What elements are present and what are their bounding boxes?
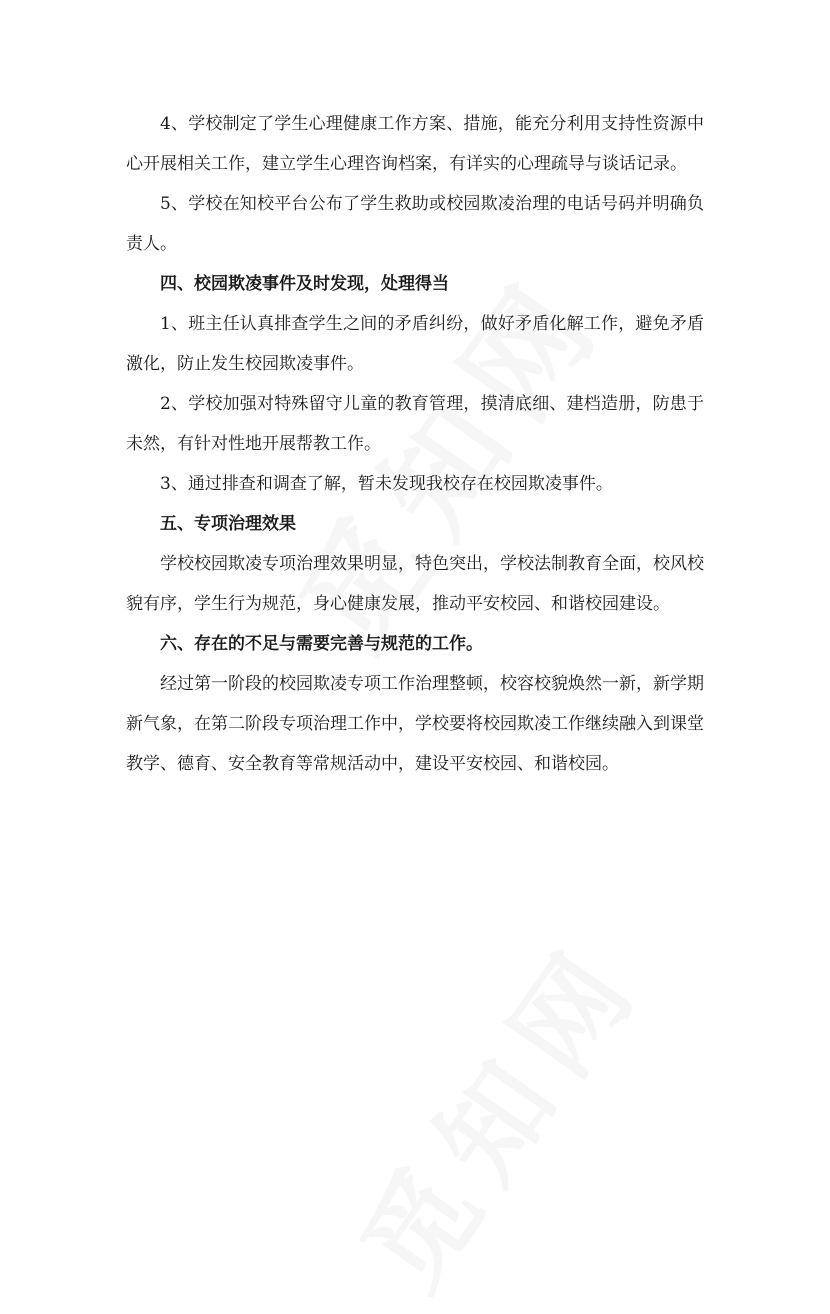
paragraph-item-5: 5、学校在知校平台公布了学生救助或校园欺凌治理的电话号码并明确负责人。 [126, 194, 704, 254]
section-heading-6: 六、存在的不足与需要完善与规范的工作。 [160, 634, 483, 654]
watermark-bottom [318, 904, 671, 1314]
document-body [126, 104, 704, 784]
paragraph-item-4: 4、学校制定了学生心理健康工作方案、措施，能充分利用支持性资源中心开展相关工作，建立学生心理咨询档案，有详实的心理疏导与谈话记录。 [126, 114, 704, 174]
paragraph-effect: 学校校园欺凌专项治理效果明显，特色突出，学校法制教育全面，校风校貌有序，学生行为规范，身心健康发展，推动平安校园、和谐校园建设。 [126, 554, 704, 614]
paragraph-shortcomings: 经过第一阶段的校园欺凌专项工作治理整顿，校容校貌焕然一新，新学期新气象，在第二阶段专项治理工作中，学校要将校园欺凌工作继续融入到课堂教学、德育、安全教育等常规活动中，建设平安校园、和谐校园。 [126, 674, 704, 774]
section-heading-4: 四、校园欺凌事件及时发现，处理得当 [160, 274, 449, 294]
paragraph-item-1: 1、班主任认真排查学生之间的矛盾纠纷，做好矛盾化解工作，避免矛盾激化，防止发生校园欺凌事件。 [126, 314, 704, 374]
paragraph-item-3: 3、通过排查和调查了解，暂未发现我校存在校园欺凌事件。 [160, 474, 613, 494]
paragraph-item-2: 2、学校加强对特殊留守儿童的教育管理，摸清底细、建档造册，防患于未然，有针对性地开展帮教工作。 [126, 394, 704, 454]
section-heading-5: 五、专项治理效果 [160, 514, 296, 534]
